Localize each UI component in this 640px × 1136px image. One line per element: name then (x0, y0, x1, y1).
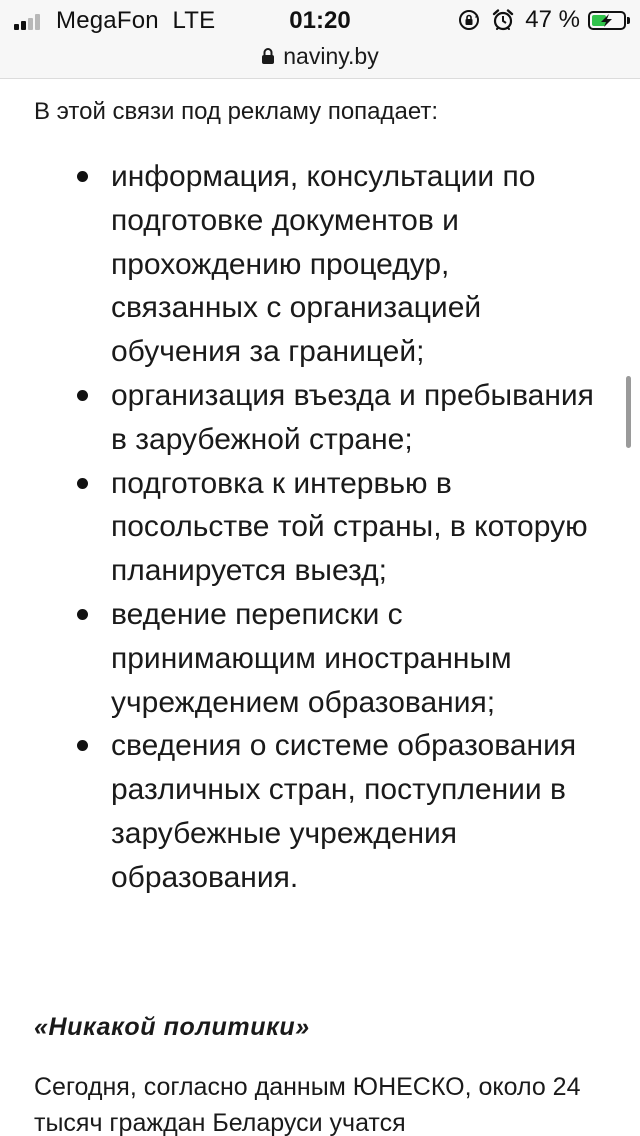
list-item (0, 593, 640, 724)
bullet-list (0, 155, 640, 900)
list-item-text: информация, консультации по подготовке документов и прохождению процедур, связанных с организацией обучения за границей; (111, 160, 536, 369)
article-body (0, 79, 640, 1136)
list-item (0, 462, 640, 593)
carrier-label: MegaFon LTE (56, 7, 216, 34)
url-bar[interactable] (0, 40, 640, 72)
intro-paragraph: В этой связи под рекламу попадает: (34, 98, 439, 125)
battery-cap (627, 17, 630, 24)
list-item-text: ведение переписки с принимающим иностранным учреждением образования; (111, 597, 512, 719)
battery-percent: 47 % (525, 6, 580, 33)
status-bar (0, 0, 640, 40)
list-item (0, 155, 640, 374)
bullet-icon (77, 740, 88, 751)
bullet-icon (77, 478, 88, 489)
bullet-icon (77, 171, 88, 182)
bullet-icon (77, 390, 88, 401)
status-right-group (457, 6, 626, 34)
list-item (0, 724, 640, 899)
section-paragraph: Сегодня, согласно данным ЮНЕСКО, около 24 тысяч граждан Беларуси учатся (34, 1073, 581, 1136)
lock-icon (261, 47, 275, 65)
browser-chrome (0, 0, 640, 79)
url-domain[interactable]: naviny.by (283, 42, 379, 69)
battery-icon (588, 11, 626, 30)
list-item-text: сведения о системе образования различных стран, поступлении в зарубежные учреждения образования. (111, 729, 577, 894)
rotation-lock-icon (457, 8, 481, 32)
scrollbar-thumb[interactable] (626, 376, 631, 448)
charging-bolt-icon (590, 13, 624, 28)
alarm-icon (491, 8, 515, 32)
list-item (0, 374, 640, 462)
list-item-text: организация въезда и пребывания в зарубежной стране; (111, 378, 594, 456)
status-time: 01:20 (289, 7, 351, 34)
section-heading: «Никакой политики» (34, 1013, 310, 1041)
bullet-icon (77, 609, 88, 620)
list-item-text: подготовка к интервью в посольстве той страны, в которую планируется выезд; (111, 466, 588, 588)
